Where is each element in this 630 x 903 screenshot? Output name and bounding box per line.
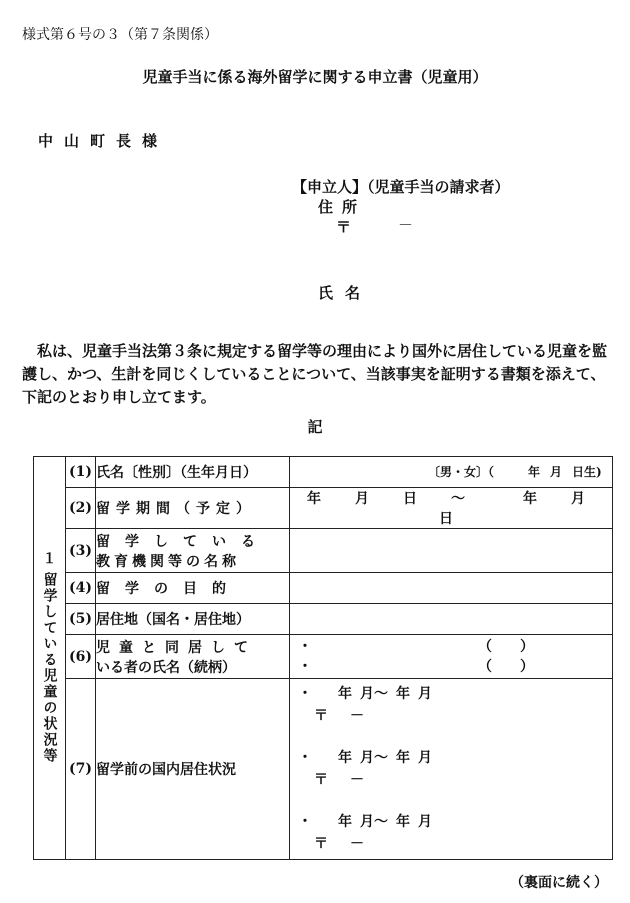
row-number: (6): [66, 635, 96, 679]
prior-residence-entry: ・ 年 月～ 年 月 〒 －: [298, 686, 432, 724]
row-label-residence: 居住地（国名・居住地）: [96, 604, 290, 635]
row-label-institution: [96, 529, 290, 573]
row-label-study-period: 留学期間（予定）: [96, 488, 290, 529]
prior-residence-entry: ・ 年 月～ 年 月 〒 －: [298, 750, 432, 788]
row-number: (7): [66, 679, 96, 860]
statement-paragraph: 私は、児童手当法第３条に規定する留学等の理由により国外に居住している児童を監護し、かつ、生計を同じくしていることについて、当該事実を証明する書類を添えて、下記のとおり申し立てます。: [22, 342, 608, 406]
bullet: ・: [298, 658, 312, 675]
section-header: [34, 457, 66, 860]
section-number: １: [42, 551, 57, 567]
section-title: 留学している児童の状況等: [41, 572, 58, 764]
period-template: 年 月 日 ～ 年 月 日: [307, 491, 619, 527]
cohabitant-line: [290, 657, 612, 677]
applicant-heading: 【申立人】（児童手当の請求者）: [292, 178, 510, 196]
birth-month: 月: [550, 465, 563, 479]
relation-paren: （ ）: [478, 638, 534, 655]
field-study-period[interactable]: [290, 488, 619, 529]
row-number: (5): [66, 604, 96, 635]
row-label-purpose: 留学の目的: [96, 573, 290, 604]
prior-residence-entry: ・ 年 月～ 年 月 〒 －: [298, 814, 432, 852]
document-title: 児童手当に係る海外留学に関する申立書（児童用）: [142, 68, 488, 86]
sex-choice: 〔男・女〕（: [428, 465, 495, 479]
ki-heading: 記: [307, 418, 323, 436]
field-prior-residence[interactable]: [290, 679, 613, 860]
relation-paren: （ ）: [478, 658, 534, 675]
field-institution-name[interactable]: [290, 529, 613, 573]
row-label-prior-residence: 留学前の国内居住状況: [96, 679, 290, 860]
child-status-table: [33, 456, 619, 860]
label-line: 留学している: [96, 533, 270, 550]
row-label-cohabitant: [96, 635, 290, 679]
bullet: ・: [298, 638, 312, 655]
row-number: (3): [66, 529, 96, 573]
row-label-name-sex-birth: 氏名〔性別〕（生年月日）: [96, 457, 290, 488]
field-cohabitant[interactable]: [290, 635, 613, 679]
field-name-sex-birth[interactable]: [290, 457, 613, 488]
label-line: 教育機関等の名称: [96, 553, 240, 570]
field-purpose[interactable]: [290, 573, 613, 604]
name-label: 氏名: [318, 284, 373, 302]
row-number: (4): [66, 573, 96, 604]
label-line: いる者の氏名（続柄）: [96, 659, 236, 676]
field-residence[interactable]: [290, 604, 613, 635]
row-number: (2): [66, 488, 96, 529]
row-number: (1): [66, 457, 96, 488]
continued-note: （裏面に続く）: [510, 875, 608, 891]
cohabitant-line: [290, 637, 612, 657]
postal-mark: 〒: [336, 218, 352, 236]
addressee: 中山町長様: [38, 132, 169, 150]
form-number: 様式第６号の３（第７条関係）: [22, 27, 218, 43]
postal-dash: －: [398, 216, 414, 234]
label-line: 児童と同居して: [96, 639, 257, 656]
sex-birth-template: [428, 463, 602, 480]
birth-day: 日生): [572, 465, 602, 479]
address-label: 住所: [318, 198, 367, 216]
birth-year: 年: [528, 465, 541, 479]
